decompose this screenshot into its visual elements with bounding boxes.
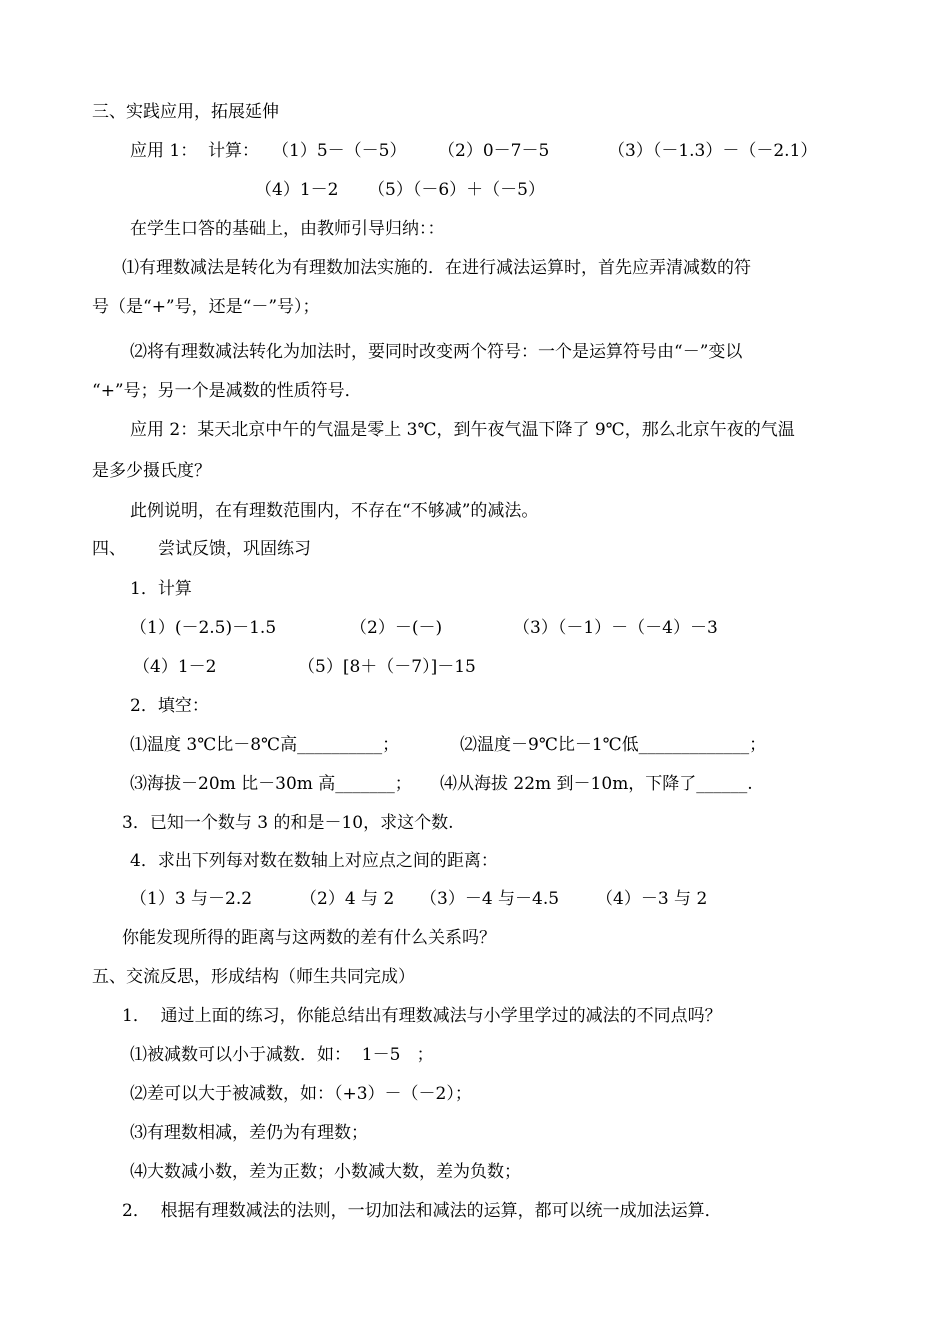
exercise-1-item-2: （2）－(－) [350,618,443,638]
exercise-3: 3．已知一个数与 3 的和是－10，求这个数. [122,813,454,833]
exercise-4-follow-up: 你能发现所得的距离与这两数的差有什么关系吗？ [122,928,496,948]
difference-item-4: ⑷大数减小数，差为正数；小数减大数，差为负数； [130,1162,521,1182]
section-4-heading: 尝试反馈，巩固练习 [158,539,311,559]
section-4-number: 四、 [92,539,126,559]
section-3-heading: 三、实践应用，拓展延伸 [92,102,279,122]
point-2-line-1: ⑵将有理数减法转化为加法时，要同时改变两个符号：一个是运算符号由“－”变以 [130,342,743,362]
exercise-4-item-2: （2）4 与 2 [300,889,395,909]
application-1-item-3: （3）（－1.3）－（－2.1） [608,141,818,161]
exercise-1-item-4: （4）1－2 [133,657,217,677]
exercise-1-item-3: （3）（－1）－（－4）－3 [513,618,718,638]
difference-item-1: ⑴被减数可以小于减数．如： 1－5 ； [130,1045,434,1065]
point-1-line-2: 号（是“+”号，还是“－”号）； [92,297,320,317]
exercise-2-item-4: ⑷从海拔 22m 到－10m，下降了______. [440,774,753,794]
exercise-1-item-5: （5）[8＋（－7）]－15 [298,657,476,677]
point-1-line-1: ⑴有理数减法是转化为有理数加法实施的．在进行减法运算时，首先应弄清减数的符 [122,258,751,278]
exercise-4-item-1: （1）3 与－2.2 [130,889,253,909]
exercise-4-item-3: （3）－4 与－4.5 [420,889,560,909]
exercise-2-title: 2．填空： [130,696,209,716]
application-1-item-4: （4）1－2 [255,180,339,200]
exercise-2-item-2: ⑵温度－9℃比－1℃低_____________； [460,735,767,755]
summary-intro: 在学生口答的基础上，由教师引导归纳：： [130,219,445,239]
exercise-1-item-1: （1）(－2.5)－1.5 [130,618,277,638]
application-2-line-1: 应用 2：某天北京中午的气温是零上 3℃，到午夜气温下降了 9℃，那么北京午夜的气温 [130,420,795,440]
exercise-4: 4．求出下列每对数在数轴上对应点之间的距离： [130,851,498,871]
exercise-4-item-4: （4）－3 与 2 [596,889,708,909]
conclusion-text: 此例说明，在有理数范围内，不存在“不够减”的减法。 [130,501,539,521]
reflection-2: 2． 根据有理数减法的法则，一切加法和减法的运算，都可以统一成加法运算． [122,1201,722,1221]
application-1-item-5: （5）（－6）＋（－5） [368,180,545,200]
application-1-item-1: （1）5－（－5） [272,141,407,161]
difference-item-3: ⑶有理数相减，差仍为有理数； [130,1123,368,1143]
exercise-2-item-1: ⑴温度 3℃比－8℃高__________； [130,735,400,755]
difference-item-2: ⑵差可以大于被减数，如：（+3）－（－2）； [130,1084,472,1104]
exercise-2-item-3: ⑶海拔－20m 比－30m 高_______； [130,774,412,794]
section-5-heading: 五、交流反思，形成结构（师生共同完成） [92,967,415,987]
reflection-1: 1． 通过上面的练习，你能总结出有理数减法与小学里学过的减法的不同点吗？ [122,1006,722,1026]
application-2-line-2: 是多少摄氏度？ [92,461,211,481]
application-1-item-2: （2）0－7－5 [438,141,550,161]
application-1-label: 应用 1： 计算： [130,141,260,161]
exercise-1-title: 1．计算 [130,579,192,599]
point-2-line-2: “+”号；另一个是减数的性质符号． [92,381,362,401]
